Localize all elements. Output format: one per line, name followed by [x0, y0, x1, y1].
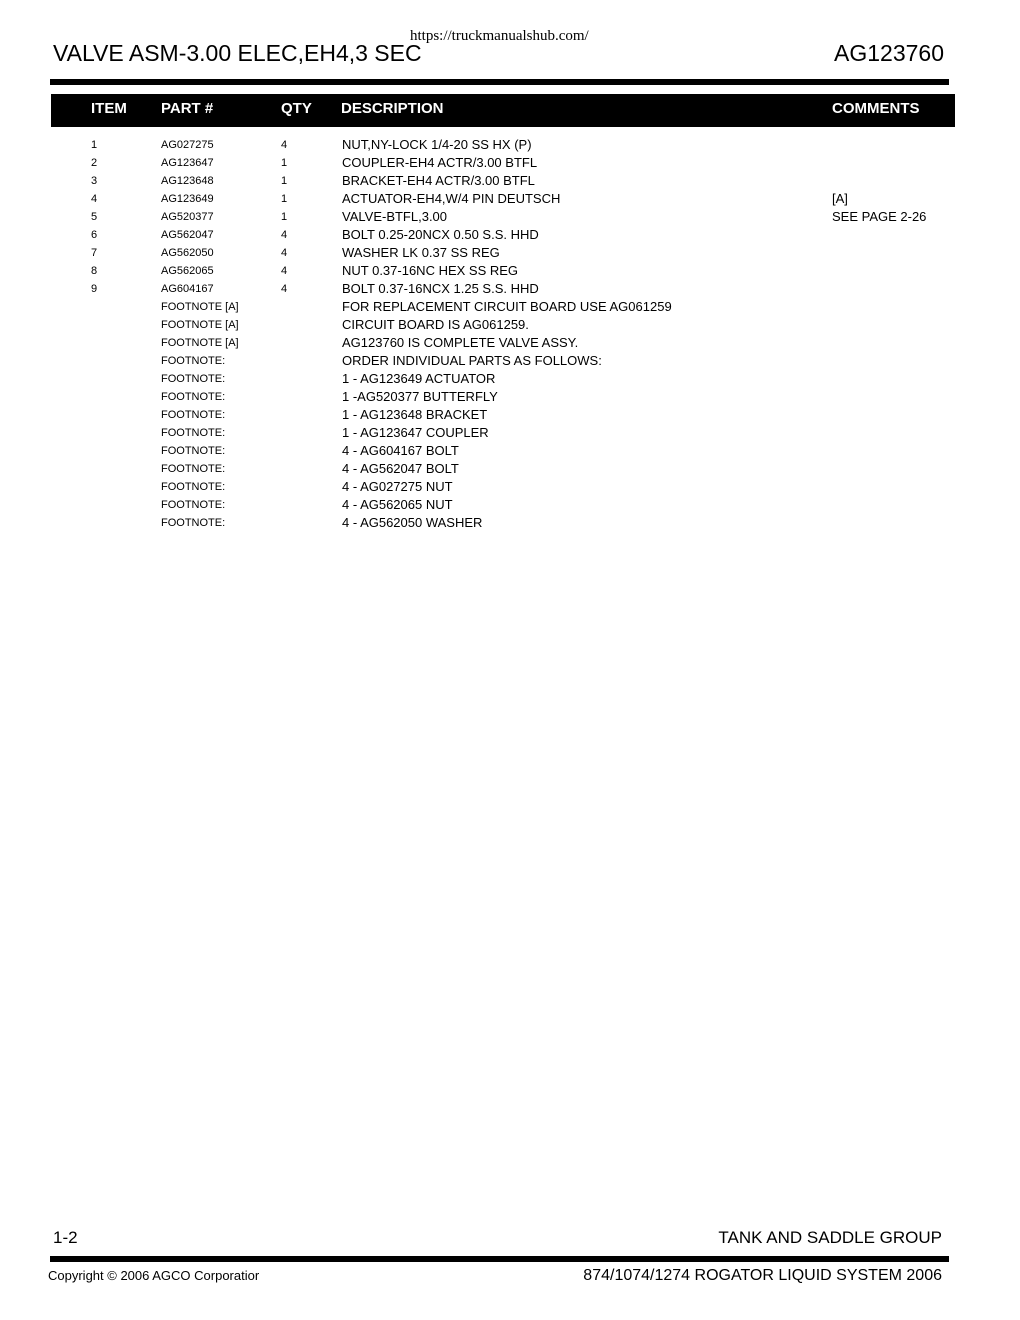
description-cell: 1 - AG123649 ACTUATOR	[342, 371, 496, 386]
part-number-cell: AG123647	[161, 157, 214, 169]
qty-cell: 4	[281, 247, 288, 259]
table-header	[51, 94, 955, 127]
table-row	[0, 280, 1020, 298]
table-row	[0, 460, 1020, 478]
item-cell: 1	[91, 139, 98, 151]
part-number-cell: FOOTNOTE:	[161, 373, 226, 385]
table-row	[0, 406, 1020, 424]
description-cell: ACTUATOR-EH4,W/4 PIN DEUTSCH	[342, 191, 561, 206]
description-cell: 4 - AG027275 NUT	[342, 479, 453, 494]
page-title: VALVE ASM-3.00 ELEC,EH4,3 SEC	[53, 40, 422, 66]
part-number-cell: FOOTNOTE:	[161, 427, 226, 439]
part-number-cell: AG027275	[161, 139, 214, 151]
table-row	[0, 334, 1020, 352]
section-group: TANK AND SADDLE GROUP	[718, 1228, 942, 1247]
description-cell: NUT,NY-LOCK 1/4-20 SS HX (P)	[342, 137, 532, 152]
description-cell: BRACKET-EH4 ACTR/3.00 BTFL	[342, 173, 535, 188]
column-header-description: DESCRIPTION	[341, 100, 444, 117]
table-row	[0, 190, 1020, 208]
part-number-cell: FOOTNOTE:	[161, 463, 226, 475]
part-number-cell: FOOTNOTE:	[161, 517, 226, 529]
item-cell: 3	[91, 175, 98, 187]
column-header-comments: COMMENTS	[832, 100, 920, 117]
part-number-cell: FOOTNOTE:	[161, 445, 226, 457]
table-row	[0, 424, 1020, 442]
description-cell: BOLT 0.25-20NCX 0.50 S.S. HHD	[342, 227, 539, 242]
comments-cell: SEE PAGE 2-26	[832, 209, 927, 224]
parts-table-body	[0, 136, 1020, 532]
item-cell: 2	[91, 157, 98, 169]
qty-cell: 4	[281, 265, 288, 277]
table-row	[0, 478, 1020, 496]
description-cell: VALVE-BTFL,3.00	[342, 209, 448, 224]
part-number-cell: AG123648	[161, 175, 214, 187]
table-row	[0, 226, 1020, 244]
item-cell: 4	[91, 193, 98, 205]
column-header-item: ITEM	[91, 100, 127, 117]
part-number-cell: AG562050	[161, 247, 214, 259]
description-cell: 4 - AG562065 NUT	[342, 497, 453, 512]
table-row	[0, 514, 1020, 532]
table-row	[0, 370, 1020, 388]
table-row	[0, 352, 1020, 370]
part-number-cell: FOOTNOTE [A]	[161, 337, 239, 349]
part-number-cell: AG562065	[161, 265, 214, 277]
table-row	[0, 154, 1020, 172]
description-cell: 4 - AG562050 WASHER	[342, 515, 483, 530]
table-row	[0, 172, 1020, 190]
part-number-cell: FOOTNOTE [A]	[161, 319, 239, 331]
table-row	[0, 262, 1020, 280]
table-row	[0, 244, 1020, 262]
watermark-url: https://truckmanualshub.com/	[410, 28, 589, 44]
part-number-cell: FOOTNOTE:	[161, 481, 226, 493]
qty-cell: 4	[281, 229, 288, 241]
footer-rule	[50, 1256, 949, 1262]
description-cell: 4 - AG562047 BOLT	[342, 461, 459, 476]
description-cell: 1 - AG123648 BRACKET	[342, 407, 488, 422]
description-cell: 1 -AG520377 BUTTERFLY	[342, 389, 498, 404]
part-number-cell: FOOTNOTE:	[161, 355, 226, 367]
part-number-cell: AG562047	[161, 229, 214, 241]
item-cell: 8	[91, 265, 98, 277]
table-row	[0, 316, 1020, 334]
description-cell: AG123760 IS COMPLETE VALVE ASSY.	[342, 335, 579, 350]
part-number-cell: FOOTNOTE:	[161, 391, 226, 403]
description-cell: 4 - AG604167 BOLT	[342, 443, 459, 458]
item-cell: 7	[91, 247, 98, 259]
qty-cell: 1	[281, 175, 288, 187]
description-cell: BOLT 0.37-16NCX 1.25 S.S. HHD	[342, 281, 539, 296]
table-row	[0, 388, 1020, 406]
item-cell: 5	[91, 211, 98, 223]
part-number-cell: AG520377	[161, 211, 214, 223]
table-row	[0, 208, 1020, 226]
description-cell: COUPLER-EH4 ACTR/3.00 BTFL	[342, 155, 538, 170]
part-number-cell: FOOTNOTE:	[161, 499, 226, 511]
table-row	[0, 298, 1020, 316]
description-cell: FOR REPLACEMENT CIRCUIT BOARD USE AG061259	[342, 299, 672, 314]
comments-cell: [A]	[832, 191, 848, 206]
description-cell: CIRCUIT BOARD IS AG061259.	[342, 317, 529, 332]
table-row	[0, 496, 1020, 514]
header-rule	[50, 79, 949, 85]
assembly-part-number: AG123760	[834, 40, 944, 66]
part-number-cell: AG123649	[161, 193, 214, 205]
description-cell: ORDER INDIVIDUAL PARTS AS FOLLOWS:	[342, 353, 602, 368]
description-cell: 1 - AG123647 COUPLER	[342, 425, 489, 440]
part-number-cell: AG604167	[161, 283, 214, 295]
item-cell: 6	[91, 229, 98, 241]
table-row	[0, 136, 1020, 154]
qty-cell: 4	[281, 139, 288, 151]
qty-cell: 1	[281, 193, 288, 205]
part-number-cell: FOOTNOTE [A]	[161, 301, 239, 313]
description-cell: WASHER LK 0.37 SS REG	[342, 245, 500, 260]
description-cell: NUT 0.37-16NC HEX SS REG	[342, 263, 519, 278]
system-name: 874/1074/1274 ROGATOR LIQUID SYSTEM 2006	[583, 1267, 942, 1284]
qty-cell: 1	[281, 157, 288, 169]
copyright: Copyright © 2006 AGCO Corporatior	[48, 1268, 260, 1283]
part-number-cell: FOOTNOTE:	[161, 409, 226, 421]
qty-cell: 1	[281, 211, 288, 223]
column-header-qty: QTY	[281, 100, 312, 117]
page-number: 1-2	[53, 1228, 78, 1247]
item-cell: 9	[91, 283, 98, 295]
qty-cell: 4	[281, 283, 288, 295]
table-row	[0, 442, 1020, 460]
column-header-part: PART #	[161, 100, 214, 117]
